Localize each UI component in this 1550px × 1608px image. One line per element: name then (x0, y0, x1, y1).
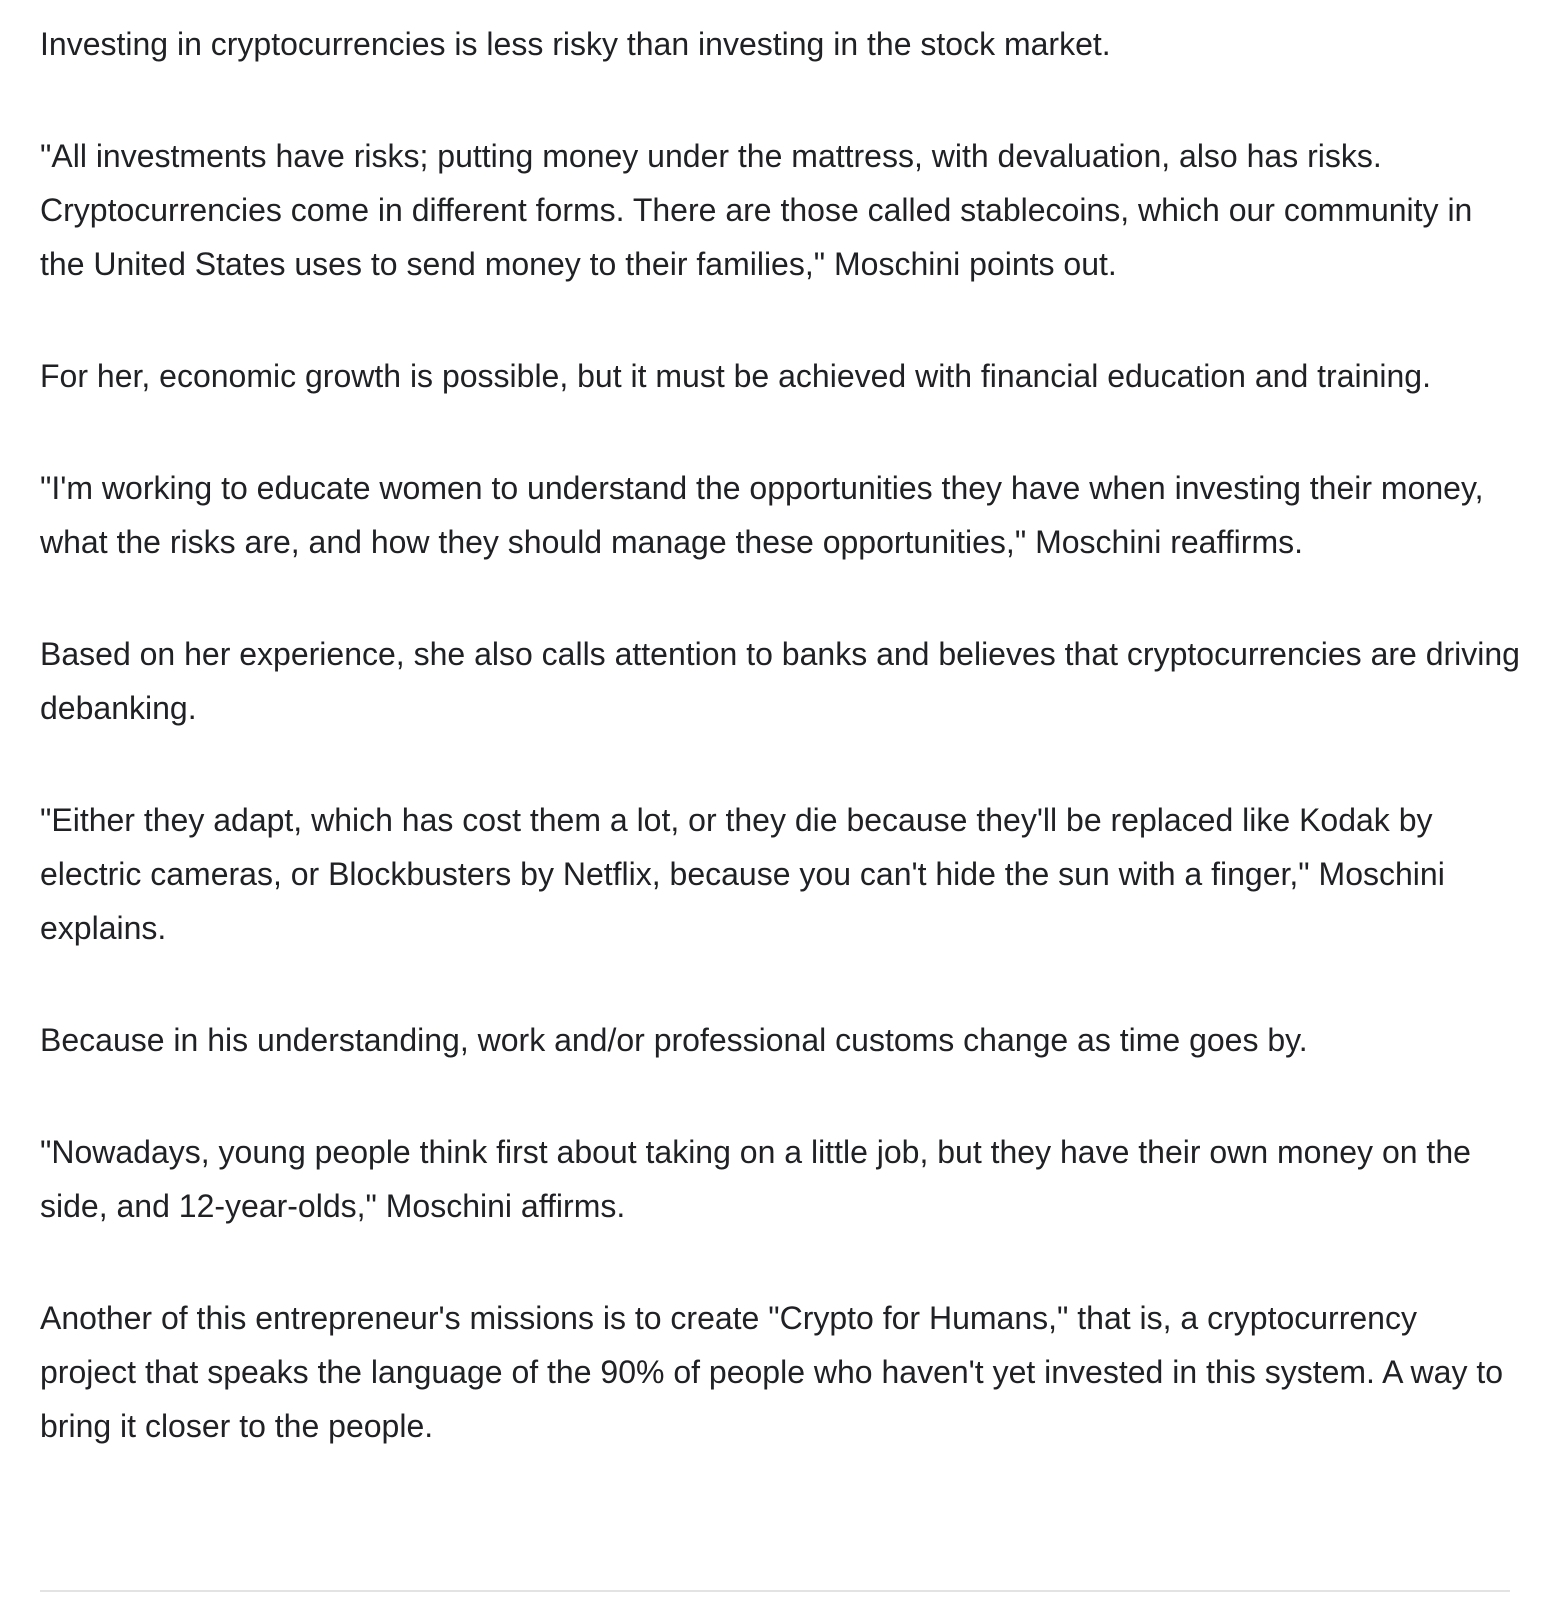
paragraph-4: "I'm working to educate women to understand the opportunities they have when investing their money, what the risks are, and how they should manage these opportunities," Moschini reaffirms. (40, 470, 1484, 560)
paragraph-9: Another of this entrepreneur's missions is to create "Crypto for Humans," that is, a cryptocurrency project that speaks the language of the 90% of people who haven't yet invested in this system. A way to bring it closer to the people. (40, 1300, 1504, 1444)
section-divider (40, 1590, 1510, 1592)
paragraph-1: Investing in cryptocurrencies is less risky than investing in the stock market. (40, 26, 1111, 62)
paragraph-3: For her, economic growth is possible, but it must be achieved with financial education and training. (40, 358, 1431, 394)
article-body (40, 17, 1520, 1511)
paragraph-6: "Either they adapt, which has cost them a lot, or they die because they'll be replaced like Kodak by electric cameras, or Blockbusters by Netflix, because you can't hide the sun with a finger," Moschini explains. (40, 802, 1445, 946)
paragraph-5: Based on her experience, she also calls attention to banks and believes that cryptocurrencies are driving debanking. (40, 636, 1520, 726)
paragraph-8: "Nowadays, young people think first about taking on a little job, but they have their own money on the side, and 12-year-olds," Moschini affirms. (40, 1134, 1471, 1224)
paragraph-2: "All investments have risks; putting money under the mattress, with devaluation, also has risks. Cryptocurrencies come in different forms. There are those called stablecoins, which our community in the United States uses to send money to their families," Moschini points out. (40, 138, 1473, 282)
paragraph-7: Because in his understanding, work and/or professional customs change as time goes by. (40, 1022, 1308, 1058)
